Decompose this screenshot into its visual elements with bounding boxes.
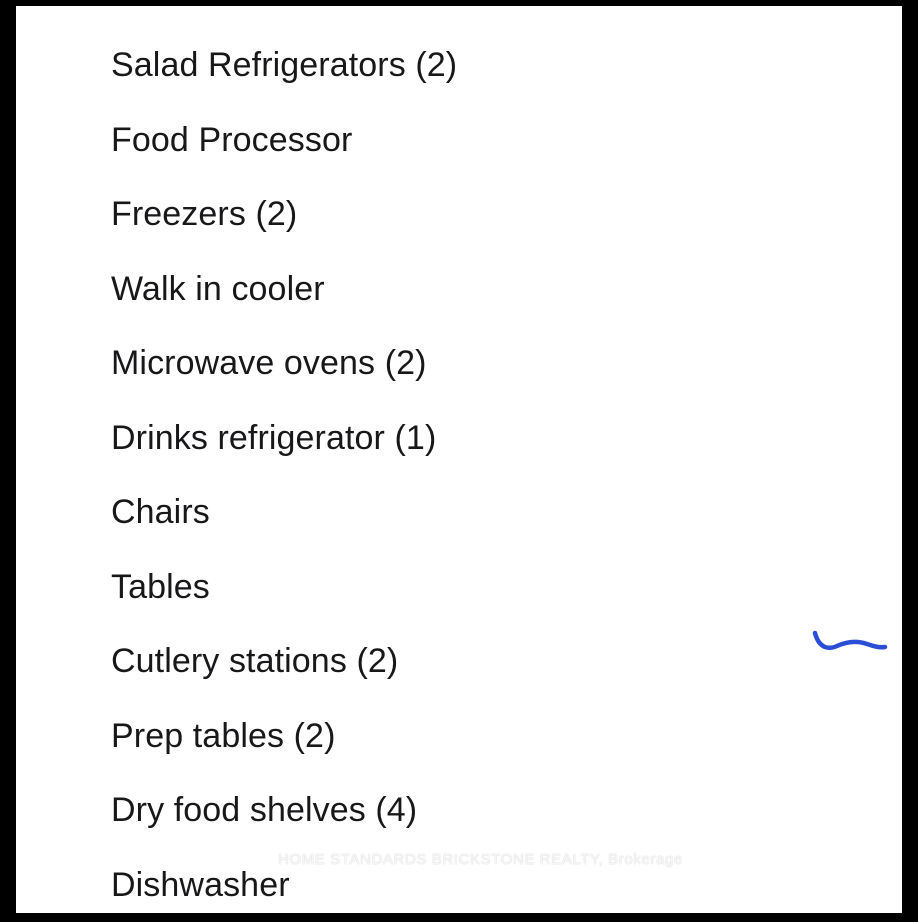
list-item: Food Processor xyxy=(111,103,871,178)
list-item: Cutlery stations (2) xyxy=(111,624,871,699)
blue-pen-scribble-icon xyxy=(811,611,891,661)
list-item: Chairs xyxy=(111,475,871,550)
list-item: Microwave ovens (2) xyxy=(111,326,871,401)
list-item: Freezers (2) xyxy=(111,177,871,252)
list-item: Dry food shelves (4) xyxy=(111,773,871,848)
list-item: Tables xyxy=(111,550,871,625)
list-item: Prep tables (2) xyxy=(111,699,871,774)
list-item: Drinks refrigerator (1) xyxy=(111,401,871,476)
list-item: Dishwasher xyxy=(111,848,871,922)
document-sheet xyxy=(16,6,902,913)
watermark: HOME STANDARDS BRICKSTONE REALTY, Brokerage xyxy=(278,851,678,868)
equipment-list xyxy=(111,28,871,922)
list-item: Salad Refrigerators (2) xyxy=(111,28,871,103)
list-item: Walk in cooler xyxy=(111,252,871,327)
